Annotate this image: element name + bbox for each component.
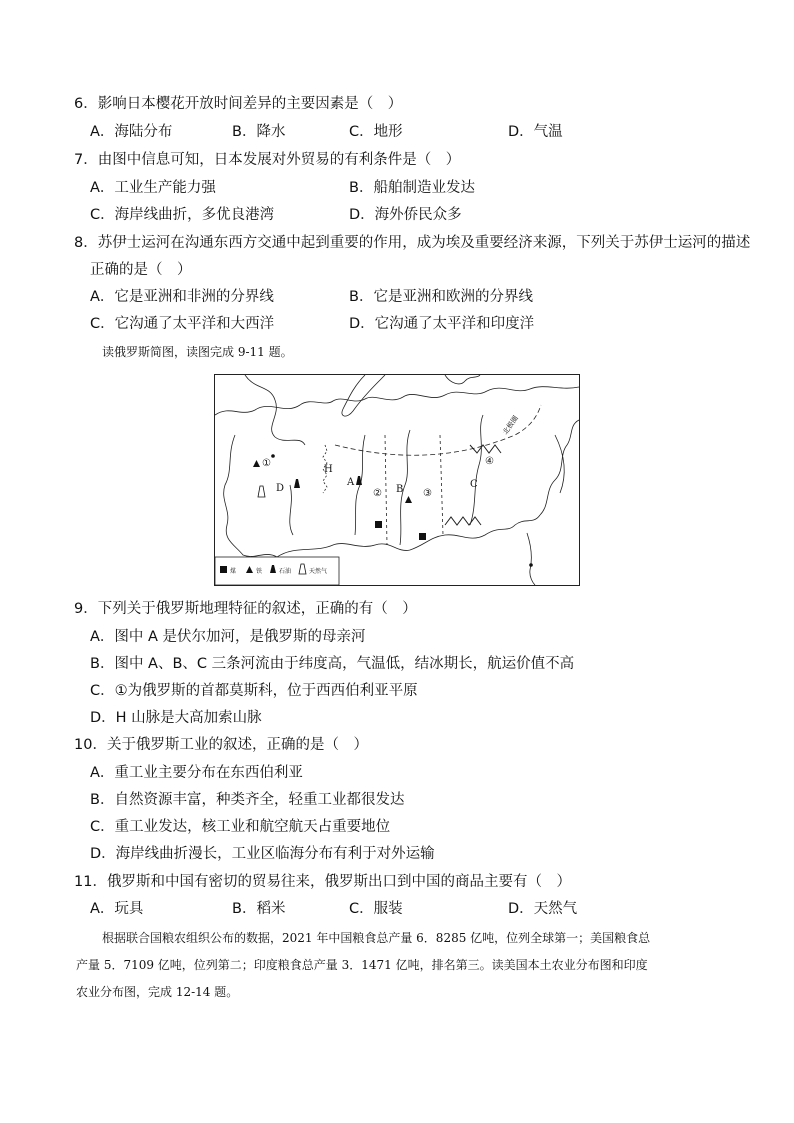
q10-option-d: D．海岸线曲折漫长，工业区临海分布有利于对外运输 xyxy=(90,846,435,862)
q11-option-d: D．天然气 xyxy=(508,901,578,917)
mountain-range-south xyxy=(445,517,481,525)
map-intro: 读俄罗斯简图，读图完成 9-11 题。 xyxy=(102,345,293,359)
q7-stem: 7．由图中信息可知，日本发展对外贸易的有利条件是（ ） xyxy=(74,152,461,168)
label-circle-1: ① xyxy=(262,458,271,469)
q10-option-c: C．重工业发达，核工业和航空航天占重要地位 xyxy=(90,819,391,835)
q11-option-c: C．服装 xyxy=(349,901,403,917)
label-a: A xyxy=(347,477,355,488)
q11-option-b: B．稻米 xyxy=(232,901,286,917)
q9-option-c: C．①为俄罗斯的首都莫斯科，位于西西伯利亚平原 xyxy=(90,683,418,699)
q9-option-b: B．图中 A、B、C 三条河流由于纬度高，气温低，结冰期长，航运价值不高 xyxy=(90,656,575,672)
iron-symbol-2 xyxy=(405,496,412,503)
legend-oil-label: 石油 xyxy=(279,568,292,575)
q8-option-d: D．它沟通了太平洋和印度洋 xyxy=(349,316,535,332)
east-coast xyxy=(540,420,579,515)
label-b: B xyxy=(396,484,404,495)
coastline xyxy=(215,387,579,415)
russia-map xyxy=(214,374,580,586)
q8-option-a: A．它是亚洲和非洲的分界线 xyxy=(90,289,274,305)
q8-stem-line2: 正确的是（ ） xyxy=(90,262,192,278)
q6-option-b: B．降水 xyxy=(232,124,286,140)
q10-option-a: A．重工业主要分布在东西伯利亚 xyxy=(90,765,303,781)
mountain-range-east xyxy=(470,445,501,453)
q7-option-d: D．海外侨民众多 xyxy=(349,207,462,223)
q7-option-c: C．海岸线曲折，多优良港湾 xyxy=(90,207,275,223)
coal-symbol-1 xyxy=(375,521,382,528)
q11-stem: 11．俄罗斯和中国有密切的贸易往来，俄罗斯出口到中国的商品主要有（ ） xyxy=(74,874,571,890)
intro2-line3: 农业分布图，完成 12-14 题。 xyxy=(76,985,239,999)
q6-option-a: A．海陆分布 xyxy=(90,124,173,140)
legend-coal-symbol xyxy=(220,566,227,573)
west-border xyxy=(224,435,277,557)
island xyxy=(342,375,385,416)
coal-symbol-2 xyxy=(419,533,426,540)
label-circle-2: ② xyxy=(373,488,382,499)
map-legend xyxy=(215,557,339,585)
region-boundary-2 xyxy=(440,435,443,535)
q7-option-a: A．工业生产能力强 xyxy=(90,180,216,196)
region-boundary xyxy=(385,435,387,545)
gas-symbol xyxy=(258,486,265,497)
south-border xyxy=(277,515,540,557)
label-circle-3: ③ xyxy=(423,488,432,499)
q8-stem-line1: 8．苏伊士运河在沟通东西方交通中起到重要的作用，成为埃及重要经济来源，下列关于苏伊士运河的描述 xyxy=(74,235,751,251)
label-h: H xyxy=(324,464,333,475)
label-arctic-circle: 北极圈 xyxy=(501,414,520,437)
q7-option-b: B．船舶制造业发达 xyxy=(349,180,475,196)
label-circle-4: ④ xyxy=(485,456,494,467)
legend-gas-label: 天然气 xyxy=(309,568,328,575)
port-dot xyxy=(529,563,533,567)
q9-option-d: D．H 山脉是大高加索山脉 xyxy=(90,710,262,726)
kamchatka xyxy=(555,435,564,493)
river-west xyxy=(290,485,293,535)
q9-stem: 9．下列关于俄罗斯地理特征的叙述，正确的有（ ） xyxy=(74,601,417,617)
q8-option-c: C．它沟通了太平洋和大西洋 xyxy=(90,316,275,332)
legend-coal-label: 煤 xyxy=(230,568,237,575)
q8-option-b: B．它是亚洲和欧洲的分界线 xyxy=(349,289,533,305)
iron-symbol-1 xyxy=(253,460,260,467)
label-d: D xyxy=(276,483,285,494)
legend-iron-label: 铁 xyxy=(256,568,263,575)
q6-stem: 6．影响日本樱花开放时间差异的主要因素是（ ） xyxy=(74,96,403,112)
oil-symbol-1 xyxy=(294,479,300,488)
q6-option-d: D．气温 xyxy=(508,124,563,140)
intro2-line2: 产量 5．7109 亿吨，位列第二；印度粮食总产量 3．1471 亿吨，排名第三。读美国本土农业分布图和印度 xyxy=(76,958,648,972)
q11-option-a: A．玩具 xyxy=(90,901,144,917)
intro2-line1: 根据联合国粮农组织公布的数据，2021 年中国粮食总产量 6．8285 亿吨，位列全球第一；美国粮食总 xyxy=(102,931,651,945)
q6-option-c: C．地形 xyxy=(349,124,403,140)
sakhalin xyxy=(527,533,535,585)
river-c xyxy=(470,415,483,525)
label-c: C xyxy=(470,479,478,490)
city-dot xyxy=(271,454,275,458)
q9-option-a: A．图中 A 是伏尔加河，是俄罗斯的母亲河 xyxy=(90,629,366,645)
scandinavia xyxy=(245,375,305,445)
island-2 xyxy=(445,375,480,384)
q10-stem: 10．关于俄罗斯工业的叙述，正确的是（ ） xyxy=(74,737,368,753)
q10-option-b: B．自然资源丰富，种类齐全，轻重工业都很发达 xyxy=(90,792,405,808)
